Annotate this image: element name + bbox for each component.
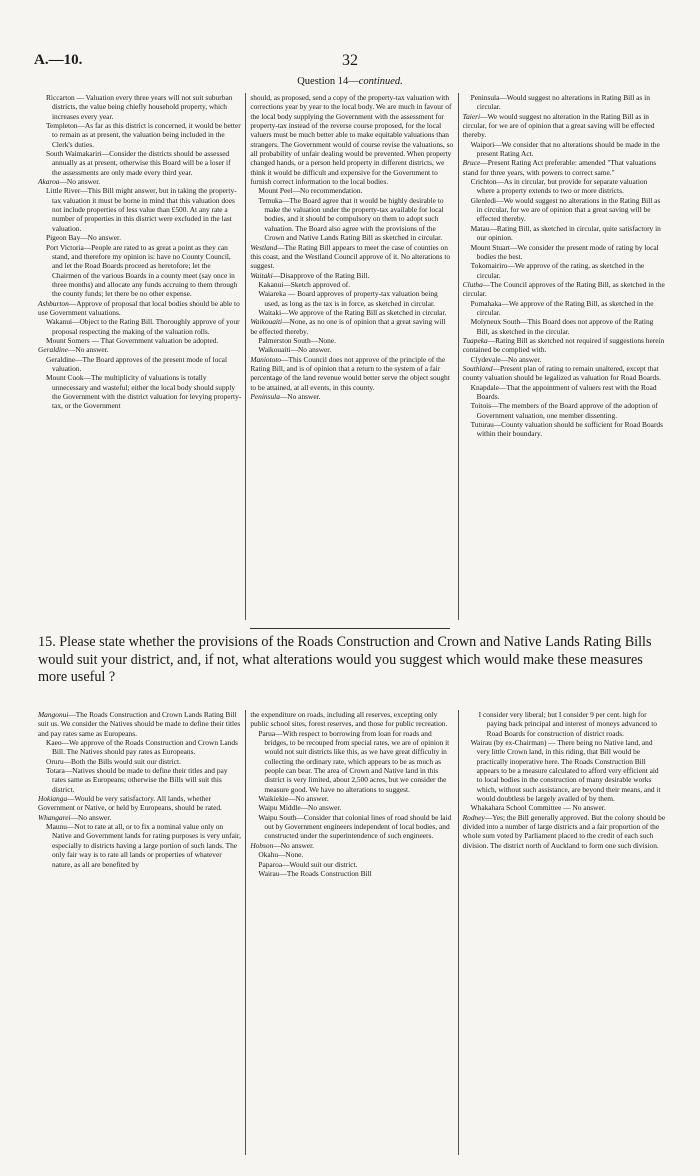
answer-text: South Waimakariri—Consider the districts should be assessed annually as at present, otherwise this Board will be a loser if the assessments are only made every third year. xyxy=(46,149,231,177)
answer-text: Kaeo—We approve of the Roads Construction and Crown Lands Bill. The Natives should pay rates as Europeans. xyxy=(46,738,238,757)
answer-entry xyxy=(250,813,453,841)
answer-text: Wakanui—Object to the Rating Bill. Thoroughly approve of your proposal respecting the making of the valuation rolls. xyxy=(46,317,240,336)
answer-text: Mount Cook—The multiplicity of valuations is totally unnecessary and wasteful; either the local body should supply the Government with the district valuation for levying property-tax, or the Government xyxy=(46,373,242,411)
answer-entry xyxy=(38,243,241,299)
district-name: Waikouaiti xyxy=(250,317,283,327)
top-column-3 xyxy=(458,93,670,620)
answer-text: Maunu—Not to rate at all, or to fix a nominal value only on Native and Government lands for rating purposes is very unfair, especially to districts having a large portion of such lands. The only fair way is to rate all lands or properties of whatever nature, as all are benefited by xyxy=(46,822,241,869)
answer-entry xyxy=(38,766,241,794)
answer-entry xyxy=(463,317,666,336)
answer-entry xyxy=(250,336,453,345)
answer-entry xyxy=(38,822,241,869)
answer-entry xyxy=(250,196,453,243)
answer-text: the expenditure on roads, including all reserves, excepting only public school sites, forest reserves, and those for public recreation. xyxy=(250,710,448,729)
answer-entry xyxy=(250,841,453,850)
answer-entry xyxy=(463,420,666,439)
answer-entry xyxy=(38,373,241,410)
answer-entry xyxy=(463,261,666,280)
district-name: Mangonui xyxy=(38,710,69,719)
answer-entry xyxy=(250,869,453,878)
answer-entry xyxy=(38,813,241,822)
district-name: Westland xyxy=(250,242,278,252)
district-name: Akaroa xyxy=(38,177,60,187)
answer-entry xyxy=(250,345,453,354)
district-name: Rodney xyxy=(462,812,485,822)
answer-text: Peninsula—Would suggest no alterations in Rating Bill as in circular. xyxy=(470,93,650,112)
answer-text: Waipori—We consider that no alterations should be made in the present Rating Act. xyxy=(470,139,660,159)
answer-text: —Rating Bill as sketched not required if suggestions herein contained be complied with. xyxy=(462,335,665,355)
answer-entry xyxy=(250,710,453,729)
answer-entry xyxy=(250,803,453,812)
answer-text: Matau—Rating Bill, as sketched in circular, quite satisfactory in our opinion. xyxy=(470,223,661,243)
answer-entry xyxy=(38,757,241,766)
answer-text: —This Council does not approve of the principle of the Rating Bill, and is of opinion that a return to the system of a fair percentage of the land revenue would better serve the object sought to be attained, at all events, in this county. xyxy=(250,354,450,392)
answer-entry xyxy=(250,289,453,308)
answer-text: Riccarton — Valuation every three years will not suit suburban districts, the value being chiefly household property, which increases every year. xyxy=(46,93,233,121)
answer-entry xyxy=(38,345,241,354)
page-header xyxy=(34,52,666,74)
answer-text: —No answer. xyxy=(59,177,101,187)
answer-text: Little River—This Bill might answer, but in taking the property-tax valuation it must be borne in mind that this valuation does not include properties of less value than £500. At any rate a number of properties in this district were excluded in the last valuation. xyxy=(46,186,237,233)
answer-entry xyxy=(38,93,241,121)
district-name: Hobson xyxy=(250,840,274,850)
district-name: Tuapeka xyxy=(462,335,488,345)
answer-entry xyxy=(463,710,666,738)
answer-text: should, as proposed, send a copy of the property-tax valuation with corrections year by year to the local body. We are much in favour of the local body supplying the Government with the assessment for property-tax instead of the reverse course proposed, for the local valuers must be much better able to make equitable valuations than strangers. The Government would of course revise the valuations, so all probability of unfair dealing would be prevented. When property changed hands, or a person held property in different districts, we think it would be difficult and expensive for the Government to furnish correct information to the local bodies. xyxy=(250,93,454,187)
district-name: Peninsula xyxy=(250,392,280,401)
bottom-answer-columns xyxy=(34,710,670,1155)
answer-entry xyxy=(38,299,241,318)
answer-text: Parua—With respect to borrowing from loan for roads and bridges, to be recouped from special rates, we are of opinion it would not suit districts like this, as we have great difficulty in collecting the ordinary rate, which appears to be as much as people can bear. The area of Crown and Native land in this district is very limited, about 2,500 acres, but we consider the measure good. We have no alterations to suggest. xyxy=(258,728,450,794)
answer-text: Kakanui—Sketch approved of. xyxy=(258,279,351,289)
answer-text: Totara—Natives should be made to define their titles and pay rates same as Europeans; otherwise the Bills will suit this district. xyxy=(46,766,228,794)
answer-text: Waikiekie—No answer. xyxy=(258,794,329,804)
answer-entry xyxy=(463,364,666,383)
answer-entry xyxy=(250,243,453,271)
answer-text: —Present Rating Act preferable: amended "That valuations stand for three years, with powers to correct same." xyxy=(462,158,657,177)
answer-text: —The Rating Bill appears to meet the case of counties on this coast, and the Westland Council approve of it. No alterations to suggest. xyxy=(250,242,451,271)
answer-text: Waitaki—We approve of the Rating Bill as sketched in circular. xyxy=(258,307,447,317)
answer-text: —No answer. xyxy=(70,812,112,822)
answer-text: —Present plan of rating to remain unaltered, except that county valuation should be legalized as valuation for Road Boards. xyxy=(462,363,661,383)
answer-entry xyxy=(250,355,453,392)
section-divider xyxy=(250,628,450,629)
answer-entry xyxy=(250,271,453,280)
answer-text: Knapdale—That the appointment of valuers rest with the Road Boards. xyxy=(470,382,657,401)
answer-entry xyxy=(250,392,453,401)
answer-entry xyxy=(250,317,453,336)
answer-entry xyxy=(463,140,666,159)
question-continued-suffix: continued. xyxy=(358,76,403,87)
answer-text: —We would suggest no alteration in the Rating Bill as in circular, for we are of opinion that a great saving will be effected thereby. xyxy=(462,111,655,140)
answer-text: Tokomairiro—We approve of the rating, as sketched in the circular. xyxy=(470,261,645,280)
answer-entry xyxy=(463,243,666,262)
answer-text: Paparoa—Would suit our district. xyxy=(258,859,358,869)
answer-entry xyxy=(38,149,241,177)
answer-entry xyxy=(38,186,241,233)
district-name: Ashburton xyxy=(38,298,69,308)
answer-text: Molyneux South—This Board does not approve of the Rating Bill, as sketched in the circular. xyxy=(470,317,654,336)
top-column-1 xyxy=(34,93,245,620)
answer-text: I consider very liberal; but I consider 9 per cent. high for paying back principal and interest of moneys advanced to Road Boards for construction of district roads. xyxy=(478,710,657,738)
answer-text: Waipu South—Consider that colonial lines of road should be laid out by Government engineers independent of local bodies, and constructed under the superintendence of such engineers. xyxy=(258,812,452,841)
answer-entry xyxy=(250,729,453,794)
answer-entry xyxy=(463,177,666,196)
answer-entry xyxy=(38,710,241,738)
answer-text: Wairau—The Roads Construction Bill xyxy=(258,868,372,878)
bottom-column-1 xyxy=(34,710,245,1155)
answer-entry xyxy=(250,850,453,859)
answer-text: Clydevale—No answer. xyxy=(470,354,542,364)
answer-text: Mount Peel—No recommendation. xyxy=(258,186,363,196)
answer-entry xyxy=(38,121,241,149)
answer-text: Waikouaiti—No answer. xyxy=(258,345,332,355)
answer-entry xyxy=(463,299,666,318)
answer-text: Geraldine—The Board approves of the present mode of local valuation. xyxy=(46,354,228,373)
answer-entry xyxy=(463,355,666,364)
answer-text: Okahu—None. xyxy=(258,850,304,860)
district-name: Geraldine xyxy=(38,345,68,355)
answer-entry xyxy=(463,280,666,299)
district-name: Bruce xyxy=(462,158,481,168)
answer-text: Port Victoria—People are rated to as great a point as they can stand, and therefore my opinion is: have no County Council, and let the Road Boards proceed as heretofore; let the Chairmen of the various Boards in a county meet (say once in three months) and allocate any funds accruing to them through the county funds; let there be no other expense. xyxy=(46,242,238,299)
answer-entry xyxy=(463,738,666,803)
answer-entry xyxy=(463,803,666,812)
answer-text: Wairau (by ex-Chairman) — There being no Native land, and very little Crown land, in this riding, that Bill would be practically inoperative here. The Roads Construction Bill appears to be a measure calculated to afford very efficient aid to local bodies in the construction of many desirable works which, without such assistance, are beyond their means, and it would doubtless be largely availed of by them. xyxy=(470,738,661,804)
answer-entry xyxy=(38,794,241,813)
answer-entry xyxy=(463,401,666,420)
answer-text: Pomahaka—We approve of the Rating Bill, as sketched in the circular. xyxy=(470,298,654,317)
answer-text: —None, as no one is of opinion that a great saving will be effected thereby. xyxy=(250,317,446,336)
answer-text: Waipu Middle—No answer. xyxy=(258,803,342,813)
answer-entry xyxy=(38,233,241,242)
district-name: Whangarei xyxy=(38,812,71,822)
answer-text: Mount Somers — That Government valuation be adopted. xyxy=(46,335,219,345)
answer-text: —The Council approves of the Rating Bill, as sketched in the circular. xyxy=(462,279,665,299)
answer-entry xyxy=(250,860,453,869)
question-15: 15. Please state whether the provisions of the Roads Construction and Crown and Native Lands Rating Bills would suit your district, and, if not, what alterations would you suggest which would make these measures more useful ? xyxy=(38,634,652,685)
answer-text: Templeton—As far as this district is concerned, it would be better to remain as at present, the valuation being included in the Clerk's duties. xyxy=(46,121,241,149)
answer-text: —Would be very satisfactory. All lands, whether Government or Native, or held by Europeans, should be rated. xyxy=(38,794,222,813)
document-reference: A.—10. xyxy=(34,52,83,68)
answer-text: Toitois—The members of the Board approve of the adoption of Government valuation, one member dissenting. xyxy=(470,401,658,420)
answer-text: Waiareka — Board approves of property-tax valuation being used, as long as the tax is in force, as sketched in circular. xyxy=(258,289,438,308)
answer-text: Tuturau—County valuation should be sufficient for Road Boards within their boundary. xyxy=(470,420,663,439)
answer-entry xyxy=(38,336,241,345)
top-column-2 xyxy=(245,93,457,620)
answer-entry xyxy=(463,112,666,140)
answer-entry xyxy=(463,93,666,112)
answer-entry xyxy=(463,158,666,177)
answer-text: Whakahara School Committee — No answer. xyxy=(470,803,606,813)
answer-entry xyxy=(250,186,453,195)
answer-text: Pigeon Bay—No answer. xyxy=(46,233,121,243)
answer-entry xyxy=(250,308,453,317)
answer-text: —Yes; the Bill generally approved. But the colony should be divided into a number of large districts and a fair proportion of the whole sum voted by Parliament placed to the credit of each such division. The district north of Auckland to form one such division. xyxy=(462,812,666,850)
answer-text: —Disapprove of the Rating Bill. xyxy=(272,270,370,280)
answer-text: Crichton—As in circular, but provide for separate valuation where a property extends to two or more districts. xyxy=(470,177,648,196)
question-continued-heading xyxy=(0,76,700,87)
answer-text: Glenledi—We would suggest no alterations in the Rating Bill as in circular, for we are of opinion that a great saving will be effected thereby. xyxy=(470,195,661,224)
district-name: Waitaki xyxy=(250,270,273,280)
bottom-column-3 xyxy=(458,710,670,1155)
top-answer-columns xyxy=(34,93,670,620)
answer-text: —Approve of proposal that local bodies should be able to use Government valuations. xyxy=(38,298,240,317)
answer-text: —No answer. xyxy=(273,840,314,850)
answer-text: Mount Stuart—We consider the present mode of rating by local bodies the best. xyxy=(470,242,659,261)
answer-entry xyxy=(250,794,453,803)
answer-entry xyxy=(38,317,241,336)
answer-entry xyxy=(38,738,241,757)
district-name: Hokianga xyxy=(38,794,68,804)
page-number: 32 xyxy=(342,52,358,69)
answer-entry xyxy=(250,93,453,186)
answer-text: —No answer. xyxy=(67,345,109,355)
answer-text: Palmerston South—None. xyxy=(258,335,336,345)
answer-entry xyxy=(463,383,666,402)
district-name: Taieri xyxy=(462,111,481,121)
answer-text: —No answer. xyxy=(279,392,321,401)
answer-entry xyxy=(463,196,666,224)
answer-entry xyxy=(463,224,666,243)
answer-entry xyxy=(38,177,241,186)
bottom-column-2 xyxy=(245,710,457,1155)
district-name: Clutha xyxy=(462,279,483,289)
answer-entry xyxy=(463,336,666,355)
question-continued-prefix: Question 14— xyxy=(297,76,359,87)
answer-entry xyxy=(463,813,666,850)
district-name: Maniototo xyxy=(250,354,282,364)
district-name: Southland xyxy=(462,363,493,373)
answer-text: Oruru—Both the Bills would suit our district. xyxy=(46,756,181,766)
answer-text: Temuka—The Board agree that it would be highly desirable to make the valuation under the property-tax available for local bodies, and it should be compulsory on them to adopt such valuation. The Board also agree with the provisions of the Crown and Native Lands Rating Bill as sketched in circular. xyxy=(258,195,444,243)
answer-entry xyxy=(250,280,453,289)
answer-entry xyxy=(38,355,241,374)
answer-text: —The Roads Construction and Crown Lands Rating Bill suit us. We consider the Natives should be made to define their titles and pay rates same as Europeans. xyxy=(38,710,241,738)
